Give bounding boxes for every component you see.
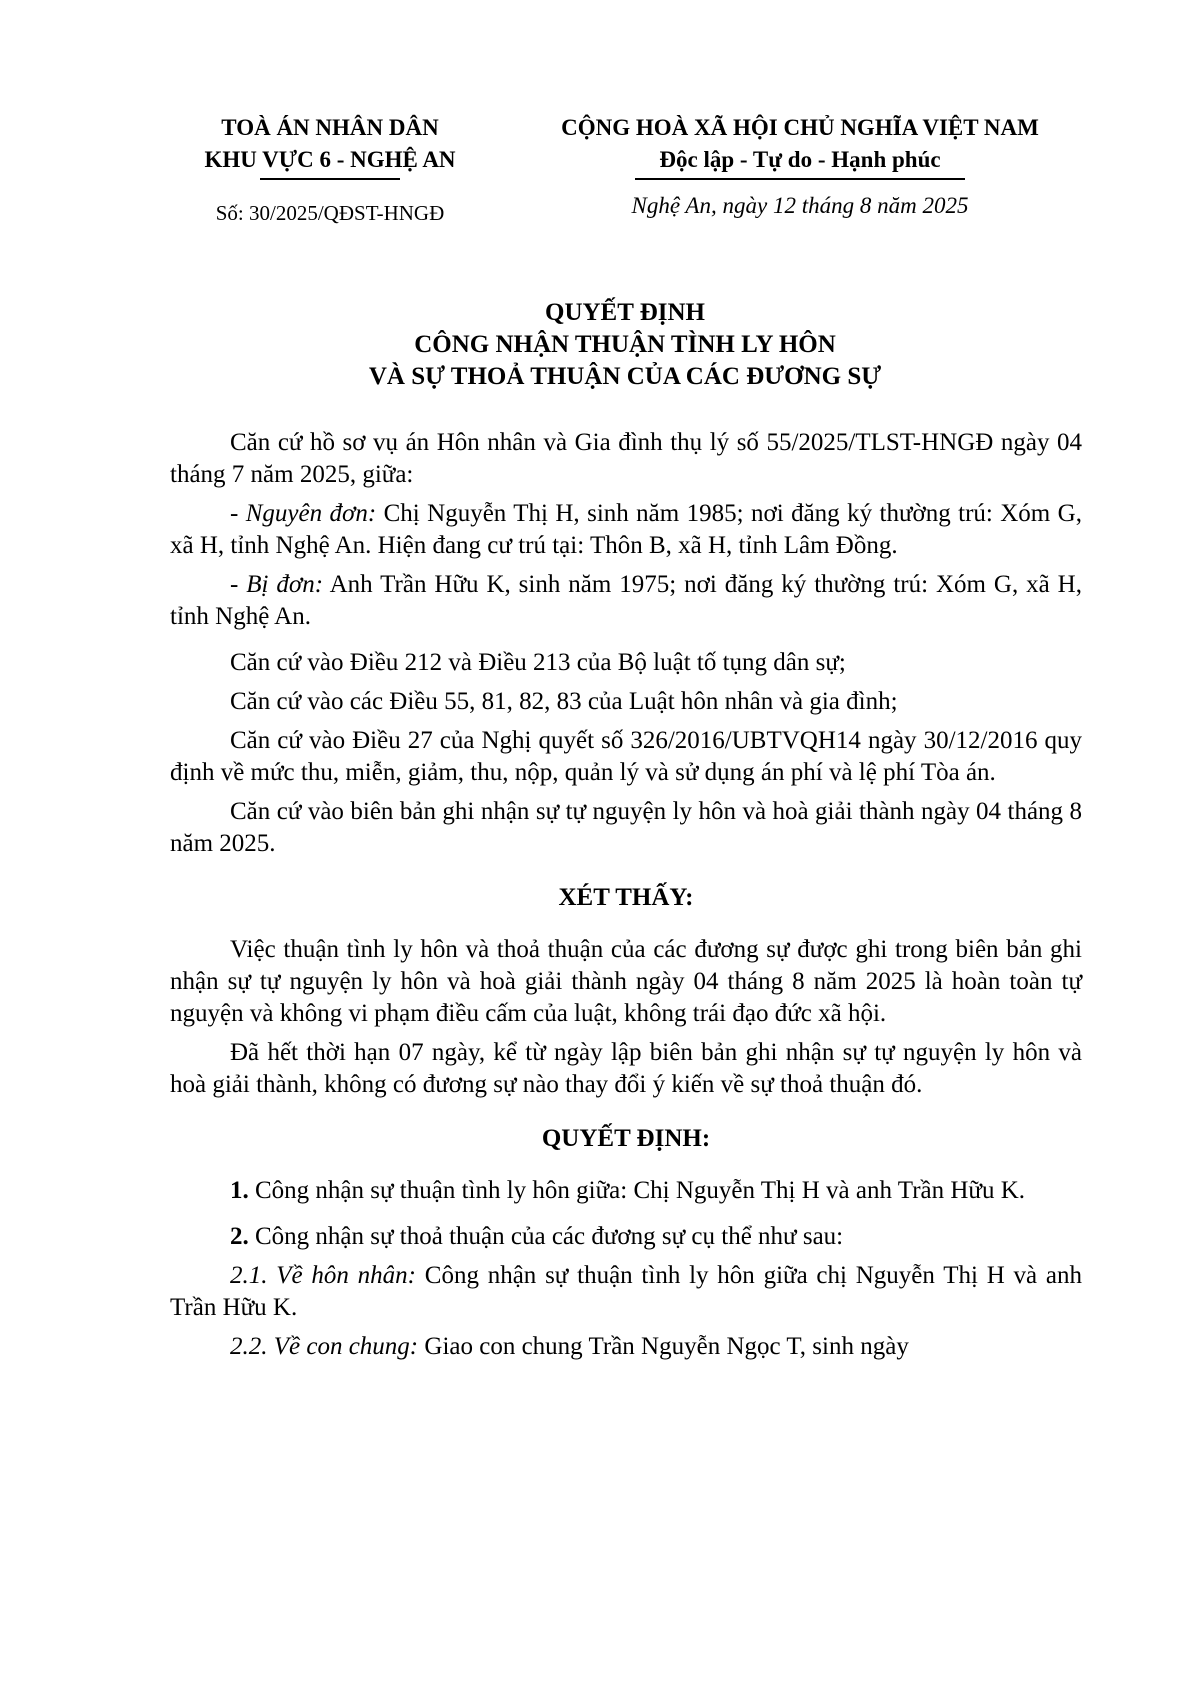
nation-motto: Độc lập - Tự do - Hạnh phúc xyxy=(659,147,941,172)
decision-item-2 xyxy=(170,1221,1082,1253)
nation-name: CỘNG HOÀ XÃ HỘI CHỦ NGHĨA VIỆT NAM xyxy=(561,115,1039,140)
document-title xyxy=(170,297,1080,393)
basis-case-file: Căn cứ hồ sơ vụ án Hôn nhân và Gia đình thụ lý số 55/2025/TLST-HNGĐ ngày 04 tháng 7 năm 2025, giữa: xyxy=(170,429,1082,488)
defendant-label: - Bị đơn: xyxy=(230,571,324,598)
decision-item-1-text: Công nhận sự thuận tình ly hôn giữa: Chị Nguyễn Thị H và anh Trần Hữu K. xyxy=(248,1177,1026,1204)
basis-civil-procedure: Căn cứ vào Điều 212 và Điều 213 của Bộ luật tố tụng dân sự; xyxy=(230,649,846,676)
findings-paragraph-1: Việc thuận tình ly hôn và thoả thuận của các đương sự được ghi trong biên bản ghi nhận sự tự nguyện ly hôn và hoà giải thành ngày 04 tháng 8 năm 2025 là hoàn toàn tự nguyện và không vi phạm điều cấm của luật, không trái đạo đức xã hội. xyxy=(170,936,1082,1027)
defendant-text: Anh Trần Hữu K, sinh năm 1975; nơi đăng ký thường trú: Xóm G, xã H, tỉnh Nghệ An. xyxy=(170,571,1082,630)
plaintiff-paragraph xyxy=(170,498,1082,562)
title-line-1: QUYẾT ĐỊNH xyxy=(545,299,705,326)
court-region: KHU VỰC 6 - NGHỆ AN xyxy=(204,147,456,172)
document-number: Số: 30/2025/QĐST-HNGĐ xyxy=(215,201,445,225)
court-underline xyxy=(260,178,400,180)
court-header xyxy=(196,112,464,180)
decision-item-2-1-text: Công nhận sự thuận tình ly hôn giữa chị Nguyễn Thị H và anh Trần Hữu K. xyxy=(170,1262,1082,1321)
decision-item-2-2 xyxy=(170,1331,1082,1363)
basis-resolution: Căn cứ vào Điều 27 của Nghị quyết số 326/2016/UBTVQH14 ngày 30/12/2016 quy định về mức thu, miễn, giảm, thu, nộp, quản lý và sử dụng án phí và lệ phí Tòa án. xyxy=(170,727,1082,786)
decision-item-1-number: 1. xyxy=(230,1177,249,1204)
place-date: Nghệ An, ngày 12 tháng 8 năm 2025 xyxy=(631,193,969,218)
basis-mediation-record: Căn cứ vào biên bản ghi nhận sự tự nguyện ly hôn và hoà giải thành ngày 04 tháng 8 năm 2025. xyxy=(170,798,1082,857)
decision-item-2-2-label: 2.2. Về con chung: xyxy=(230,1333,419,1360)
defendant-paragraph xyxy=(170,569,1082,633)
plaintiff-label: - Nguyên đơn: xyxy=(230,500,377,527)
decision-item-2-number: 2. xyxy=(230,1223,249,1250)
document-body xyxy=(170,427,1082,1370)
basis-family-law: Căn cứ vào các Điều 55, 81, 82, 83 của Luật hôn nhân và gia đình; xyxy=(230,688,898,715)
findings-paragraph-2: Đã hết thời hạn 07 ngày, kể từ ngày lập biên bản ghi nhận sự tự nguyện ly hôn và hoà giải thành, không có đương sự nào thay đổi ý kiến về sự thoả thuận đó. xyxy=(170,1039,1082,1098)
findings-heading: XÉT THẤY: xyxy=(558,884,694,911)
decision-item-2-1 xyxy=(170,1260,1082,1324)
plaintiff-text: Chị Nguyễn Thị H, sinh năm 1985; nơi đăng ký thường trú: Xóm G, xã H, tỉnh Nghệ An. Hiện đang cư trú tại: Thôn B, xã H, tỉnh Lâm Đồng. xyxy=(170,500,1082,559)
decision-heading: QUYẾT ĐỊNH: xyxy=(541,1125,711,1152)
court-name: TOÀ ÁN NHÂN DÂN xyxy=(221,115,439,140)
motto-underline xyxy=(635,178,965,180)
decision-item-2-1-label: 2.1. Về hôn nhân: xyxy=(230,1262,416,1289)
nation-header xyxy=(530,112,1070,180)
title-line-2: CÔNG NHẬN THUẬN TÌNH LY HÔN xyxy=(414,331,836,358)
title-line-3: VÀ SỰ THOẢ THUẬN CỦA CÁC ĐƯƠNG SỰ xyxy=(368,363,882,390)
decision-item-2-text: Công nhận sự thoả thuận của các đương sự cụ thể như sau: xyxy=(248,1223,844,1250)
decision-item-1 xyxy=(170,1175,1082,1207)
decision-item-2-2-text: Giao con chung Trần Nguyễn Ngọc T, sinh ngày xyxy=(418,1333,909,1360)
